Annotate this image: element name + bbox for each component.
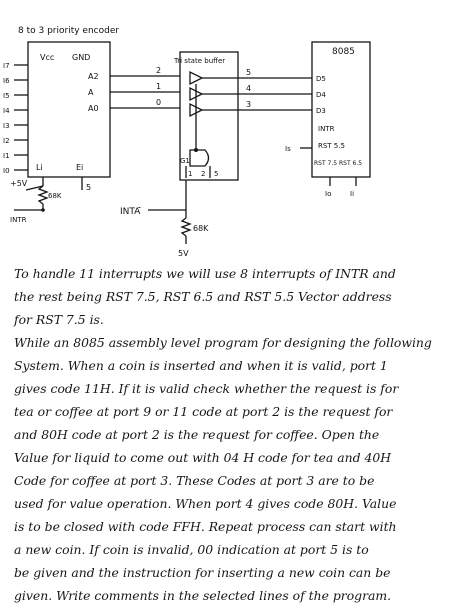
- cpu-pin-bottom-right: Ii: [350, 190, 355, 198]
- buffer-supply-pin: 5: [214, 170, 219, 178]
- notes-line: is to be closed with code FFH. Repeat process can start with: [14, 519, 397, 534]
- cpu-line-label: Is: [285, 145, 291, 153]
- handwritten-notes: [14, 262, 466, 607]
- notes-line: tea or coffee at port 9 or 11 code at port 2 is the request for: [14, 404, 393, 419]
- cpu-pin-d3: D3: [316, 107, 326, 115]
- encoder-pin-li: Li: [36, 163, 43, 172]
- encoder-input-6: I1: [3, 152, 10, 160]
- encoder-pin-ei: Ei: [76, 163, 84, 172]
- buffer-line-2: 2: [156, 66, 162, 75]
- buffer-triangle-1: [190, 72, 202, 84]
- notes-line: given. Write comments in the selected lines of the program.: [14, 588, 392, 603]
- buffer-line-1: 1: [156, 82, 162, 91]
- buffer-gate-pin-2: 2: [201, 170, 206, 178]
- encoder-pin-a1: A: [88, 88, 94, 97]
- pullup-supply: +5V: [10, 179, 28, 188]
- notes-line: To handle 11 interrupts we will use 8 interrupts of INTR and: [14, 266, 396, 281]
- pullup-resistor: [39, 186, 47, 204]
- notes-line: for RST 7.5 is.: [14, 312, 104, 327]
- notes-line: a new coin. If coin is invalid, 00 indication at port 5 is to: [14, 542, 369, 557]
- cpu-pin-d5: D5: [316, 75, 326, 83]
- notes-line: used for value operation. When port 4 gives code 80H. Value: [14, 496, 397, 511]
- encoder-pin-gnd: GND: [72, 53, 91, 62]
- pullup-intr: INTR: [10, 216, 27, 224]
- notes-line: System. When a coin is inserted and when it is valid, port 1: [14, 358, 388, 373]
- encoder-ei-value: 5: [86, 183, 92, 192]
- notes-line: gives code 11H. If it is valid check whether the request is for: [14, 381, 399, 396]
- cpu-pin-rst-list: RST 7.5 RST 6.5: [314, 160, 363, 167]
- encoder-input-5: I2: [3, 137, 10, 145]
- inta-label: INTA: [120, 207, 141, 217]
- notes-line: Code for coffee at port 3. These Codes at port 3 are to be: [14, 473, 375, 488]
- notes-line: and 80H code at port 2 is the request for coffee. Open the: [14, 427, 380, 442]
- notes-line: Value for liquid to come out with 04 H code for tea and 40H: [14, 450, 392, 465]
- pullup-resistor-label: 68K: [48, 192, 62, 200]
- bottom-resistor-label: 68K: [193, 224, 209, 233]
- cpu-pin-rst55: RST 5.5: [318, 142, 345, 150]
- buffer-out-line-3: 3: [246, 100, 252, 109]
- encoder-pin-a2: A2: [88, 72, 99, 81]
- bottom-resistor: [182, 218, 190, 236]
- encoder-input-0: I7: [3, 62, 10, 70]
- buffer-gate-pin-1: 1: [188, 170, 193, 178]
- notes-line: the rest being RST 7.5, RST 6.5 and RST 5.5 Vector address: [14, 289, 392, 304]
- cpu-pin-intr: INTR: [318, 125, 335, 133]
- buffer-gate-label: G1: [180, 157, 190, 165]
- buffer-title: Tri state buffer: [174, 57, 226, 65]
- encoder-input-1: I6: [3, 77, 10, 85]
- encoder-input-7: I0: [3, 167, 10, 175]
- cpu-pin-d4: D4: [316, 91, 326, 99]
- bottom-supply-label: 5V: [178, 249, 189, 258]
- encoder-pin-vcc: Vcc: [40, 53, 55, 62]
- enable-gate: [190, 150, 209, 166]
- cpu-pin-bottom-left: Io: [325, 190, 332, 198]
- cpu-title: 8085: [332, 47, 355, 57]
- notes-line: be given and the instruction for inserting a new coin can be: [14, 565, 391, 580]
- encoder-title: 8 to 3 priority encoder: [18, 26, 120, 36]
- buffer-out-line-5: 5: [246, 68, 252, 77]
- buffer-out-line-4: 4: [246, 84, 252, 93]
- encoder-input-2: I5: [3, 92, 10, 100]
- circuit-diagram: [0, 0, 474, 260]
- notes-line: While an 8085 assembly level program for designing the following: [14, 335, 432, 350]
- encoder-pin-a0: A0: [88, 104, 99, 113]
- encoder-input-3: I4: [3, 107, 10, 115]
- encoder-input-4: I3: [3, 122, 10, 130]
- buffer-line-0: 0: [156, 98, 162, 107]
